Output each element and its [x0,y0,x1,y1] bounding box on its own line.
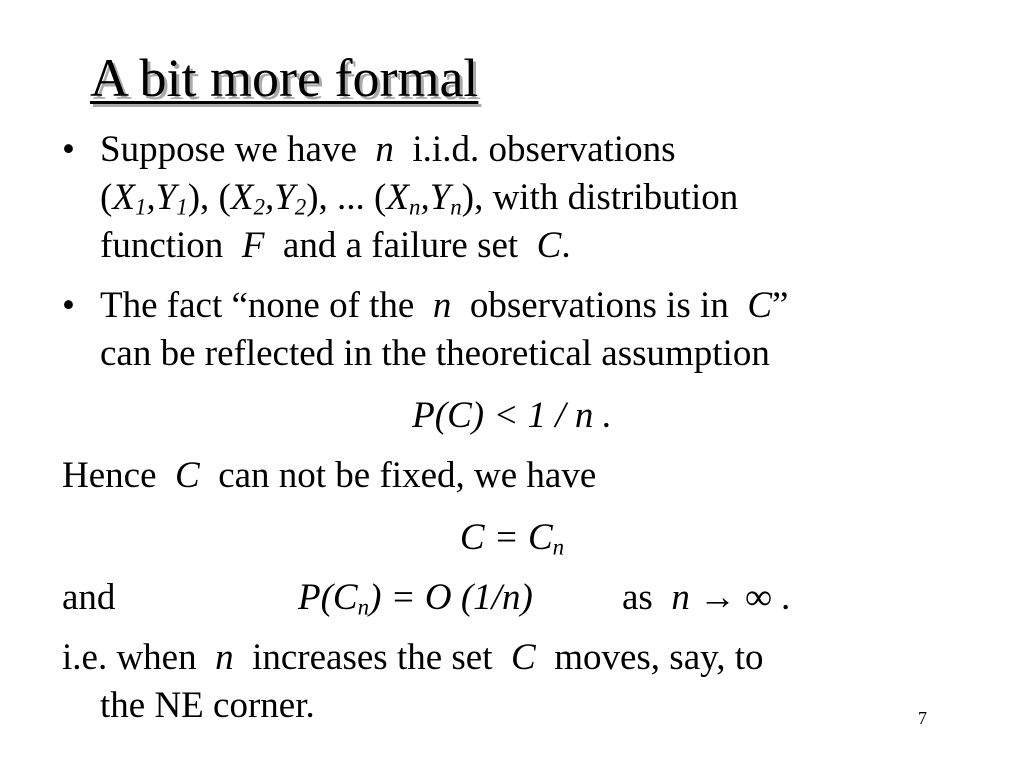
text: ), with distribution [461,177,739,218]
bullet-marker-2: • [62,285,75,326]
var-n: n [375,129,394,170]
text: as [622,577,653,618]
ie-line1 [62,634,764,682]
var-c: C [536,225,562,266]
sub-n: n [450,194,462,220]
var-n: n [215,637,234,678]
slide-number: 7 [918,708,927,728]
sub-2: 2 [253,194,265,220]
close-quote: ” [772,285,789,326]
text: function [100,225,224,266]
var-yn: Y [429,177,451,218]
text: and a failure set [282,225,519,266]
var-c: C [747,285,773,326]
text: ), ( [187,177,231,218]
text: i.e. when [62,637,197,678]
var-y1: Y [155,177,177,218]
var-x1: X [112,177,135,218]
formula-c-equals-cn [0,514,1024,562]
text: i.i.d. observations [412,129,676,170]
bullet1-line3 [100,222,571,270]
sub-2: 2 [294,194,307,220]
sub-1: 1 [134,194,147,220]
text: Suppose we have [100,129,357,170]
comma: , [146,177,156,218]
text: increases the set [252,637,493,678]
var-xn: X [386,177,409,218]
sub-n: n [357,594,370,620]
formula-part: P(C [298,577,358,618]
text: moves, say, to [554,637,764,678]
comma: , [420,177,430,218]
var-c: C [175,455,200,496]
sub-n: n [552,534,565,560]
text: can not be fixed, we have [218,455,597,496]
text: ( [100,177,113,218]
period: . [780,577,791,618]
var-f: F [241,225,265,266]
hence-line [62,452,596,500]
bullet-marker-1: • [62,129,75,170]
var-n: n [432,285,452,326]
text: Hence [62,455,157,496]
text: observations is in [469,285,729,326]
var-y2: Y [274,177,295,218]
bullet1-line1 [100,126,675,174]
formula-p-cn [298,574,533,622]
formula-p-c: P(C) < 1 / n . [412,395,612,436]
text: ), ... ( [306,177,387,218]
sub-1: 1 [176,194,188,220]
text: The fact “none of the [100,285,415,326]
sub-n: n [409,194,421,220]
formula-lhs: C = C [459,517,553,558]
bullet1-line2 [100,174,738,222]
var-c: C [511,637,536,678]
formula-part: ) = O (1/n) [369,577,533,618]
var-x2: X [230,177,254,218]
slide-title: A bit more formal [90,48,479,108]
as-line [622,574,790,622]
period: . [561,225,571,266]
and-label: and [62,577,116,618]
bullet2-line2: can be reflected in the theoretical assumption [100,333,770,374]
limit-expression: n → ∞ [671,577,772,618]
ie-line2: the NE corner. [100,685,315,726]
bullet2-line1 [100,282,788,330]
comma: , [264,177,275,218]
